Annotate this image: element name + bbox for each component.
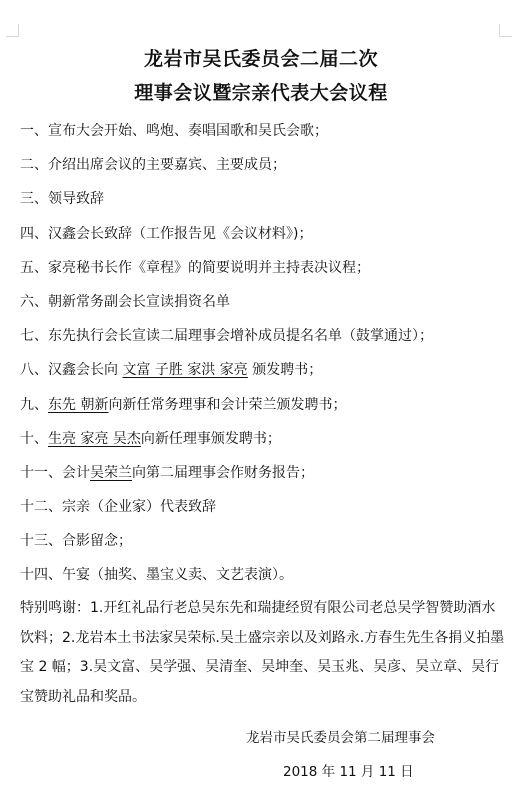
- agenda-item-text: 九、: [20, 396, 48, 413]
- crop-mark-top-right: [499, 24, 512, 37]
- agenda-item-text: 颁发聘书；: [247, 362, 323, 379]
- underlined-names: 吴荣兰: [90, 464, 132, 481]
- agenda-item-text: 向新任理事颁发聘书；: [140, 430, 281, 447]
- agenda-item: 五、家亮秘书长作《章程》的简要说明并主持表决议程；: [20, 259, 370, 276]
- agenda-list: [20, 114, 515, 593]
- crop-mark-top-left: [6, 24, 19, 37]
- document-title-line-2: 理事会议暨宗亲代表大会议程: [134, 82, 388, 104]
- document-title-line-1: 龙岩市吴氏委员会二届二次: [143, 48, 378, 70]
- agenda-item: 四、汉鑫会长致辞（工作报告见《会议材料》)；: [20, 225, 313, 242]
- agenda-item-text: 向新任常务理事和会计荣兰颁发聘书；: [108, 396, 347, 413]
- agenda-item: 三、领导致辞: [20, 191, 104, 208]
- agenda-item: 十三、合影留念；: [20, 533, 132, 550]
- underlined-names: 东先 朝新: [48, 396, 109, 413]
- underlined-names: 文富 子胜 家洪 家亮: [122, 362, 248, 379]
- agenda-item: 十二、宗亲（企业家）代表致辞: [20, 499, 216, 516]
- acknowledgements: 特别鸣谢：1.开红礼品行老总吴东先和瑞捷经贸有限公司老总吴学智赞助酒水饮料；2.龙岩本土书法家吴荣标.吴土盛宗亲以及刘路永.方春生先生各捐义拍墨宝 2 幅；3.吴文富、吴学强、吴清奎、吴坤奎、吴玉兆、吴彦、吴立章、吴行宝赞助礼品和奖品。: [20, 600, 505, 705]
- agenda-item-text: 八、汉鑫会长向: [20, 362, 123, 379]
- document-date: 2018 年 11 月 11 日: [283, 764, 414, 780]
- underlined-names: 生亮 家亮 吴杰: [48, 430, 141, 447]
- agenda-item: [20, 388, 515, 422]
- agenda-item: [20, 353, 515, 387]
- agenda-item: 一、宣布大会开始、鸣炮、奏唱国歌和吴氏会歌；: [20, 123, 328, 139]
- agenda-item: [20, 422, 515, 456]
- agenda-item-text: 十、: [20, 430, 48, 447]
- agenda-item: 二、介绍出席会议的主要嘉宾、主要成员；: [20, 157, 286, 174]
- agenda-item: 六、朝新常务副会长宣读捐资名单: [20, 293, 230, 310]
- agenda-item-text: 向第二届理事会作财务报告；: [132, 464, 314, 481]
- agenda-item: 十四、午宴（抽奖、墨宝义卖、文艺表演）。: [20, 567, 293, 584]
- agenda-item-text: 十一、会计: [20, 464, 90, 481]
- agenda-item: [20, 456, 515, 490]
- signature: 龙岩市吴氏委员会第二届理事会: [246, 730, 435, 746]
- agenda-item: 七、东先执行会长宣读二届理事会增补成员提名名单（鼓掌通过）；: [20, 328, 433, 345]
